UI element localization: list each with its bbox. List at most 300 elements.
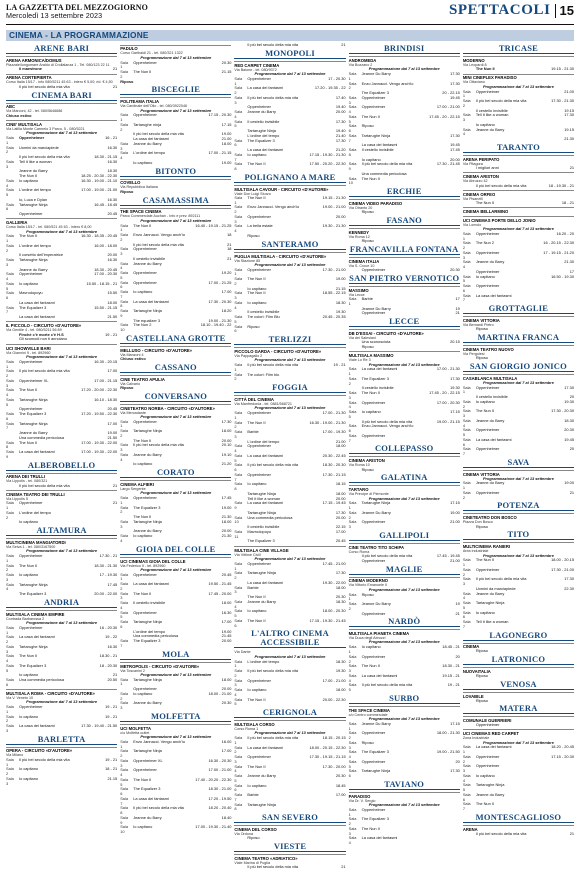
cinema-address: Via Roma 12 [348,234,370,239]
screen-number: Sala 1 [6,756,14,767]
cinema-block [463,542,574,629]
cinema-name: CITTÀ DEL CINEMA [234,395,345,402]
cinema-block [234,650,345,707]
screening-row [6,85,117,90]
screen-number: Sala 2 [234,744,243,755]
film-title: La casa dei fantasmi [247,744,284,750]
city-heading: CINEMA BARI [6,91,117,101]
cinema-block [463,155,574,171]
screen-number: Sala 7 [120,638,128,648]
film-title: Oppenheimer [475,722,500,728]
film-title: Tartarughe Ninja [361,132,391,138]
showtimes: 20 [455,653,460,659]
screen-number: Sala 3 [234,290,243,301]
showtimes: 18.00 [221,600,232,606]
film-title: Tartarughe Ninja [361,768,391,774]
showtimes: 17.45 - 19.45 [436,553,460,559]
programme-period: Programmazione dal 7 al 13 settembre [140,217,212,223]
screen-number: Sala 3 [234,584,243,595]
screen-number [463,699,474,704]
screening-row [6,450,117,460]
cinema-block [463,374,574,457]
film-title: Jeanne du Barry [133,814,162,820]
screen-number: Sala 7 [462,292,471,303]
showtimes: 17.00 - 21.25 [208,279,232,285]
film-title: Jeanne Du Barry [361,509,391,515]
film-title: La casa dei fantasmi [247,579,284,585]
film-title: Io capitano [475,609,495,615]
film-title: The Nun II [247,290,266,296]
showtimes: 18.30 - 21.30 [94,562,118,568]
showtimes: 16.20 - 20 [556,230,575,236]
showtimes: 18.00 [221,428,232,434]
showtimes: 20.30 [564,427,575,433]
film-title: The Equalizer 3 [133,786,161,792]
showtimes: 20.00 - 22.00 [94,591,118,597]
showtimes: 17.30 - 19.15 - 21.15 [309,754,346,759]
screening-row [234,325,345,335]
screen-number [234,539,245,544]
screen-number: Sala 6 [462,609,471,620]
showtimes: 16.45 - 18.45 [94,201,118,207]
screen-number: Sala 6 [6,677,14,687]
city-heading: CORATO [120,468,231,478]
screen-number: Sala 8 [234,161,243,171]
showtimes: 16.40 - 19.15 - 21.25 [195,222,232,228]
screen-number: Sala 3 [462,249,471,260]
film-title: La casa dei fantasmi [19,634,55,640]
screen-number: Sala 1 [234,266,243,277]
cinema-block [6,56,117,72]
film-title: Jeanne Du Barry [361,71,391,76]
screen-number: Sala 4 [462,259,471,270]
film-title: Tell it like a woman [247,495,281,501]
showtimes: 18.30 [335,598,346,604]
screen-number: Sala 4 [348,104,357,114]
film-title: La casa dei fantasmi [361,142,398,148]
showtimes: 19.00 [221,504,232,510]
film-title: Io capitano [475,121,495,127]
showtimes: 20.00 [335,109,346,114]
programme-period: Programmazione dal 7 al 13 settembre [26,228,98,234]
showtimes: 19 - 21 [105,756,118,762]
programme-period: Programmazione dal 7 al 13 settembre [26,130,98,136]
showtimes: 18.00 - 20.30 [322,608,346,614]
screen-number: Sala 4 [120,451,128,462]
showtimes: 18.20 - 20.40 [208,805,232,811]
screen-number: Sala 3 [120,140,128,151]
cinema-address: Via Principe di Piemonte [348,492,389,497]
film-title: Il più bel secolo della mia vita [361,553,413,559]
showtimes: 20.45 [335,538,346,544]
film-title: Io capitano [133,461,153,467]
screen-number: Sala 3 [6,377,14,388]
screen-number: Sala 3 [348,390,357,400]
film-title: Barbie [247,584,259,590]
film-title: Riposo [247,232,260,238]
cinema-address: Via Ordona [234,831,253,836]
cinema-name: UCI SHOWVILLE BARI [6,344,117,351]
film-title: L'ordine del tempo [19,509,51,515]
screening-row [234,698,345,708]
film-title: L'ordine del tempo [247,132,280,138]
screening-row [349,177,460,187]
screen-number [6,315,17,320]
showtimes: 20 - 22.15 [442,90,460,95]
film-title: Oppenheimer [247,471,271,477]
cinema-name: UCI MOLFETTA [120,724,231,731]
screen-number: Sala 6 [234,617,243,628]
film-title: Riposo [475,697,488,703]
film-title: The Nun II [247,419,266,425]
screen-number: Sala 2 [6,368,14,379]
cinema-name: CINETEATRO NORBA - CIRCUITO «D'AUTORE» [120,404,231,411]
screen-number: Sala 1 [120,418,128,429]
screen-number: Sala 3 [234,94,243,105]
screen-number: Sala 1 [6,624,14,635]
cinema-block [349,485,460,530]
programme-period: Programmazione dal 7 al 13 settembre [368,715,440,721]
cinema-address: Via Lippolis 5 [6,496,28,501]
cinema-name: POLITEAMA ITALIA [120,97,231,104]
cinema-block [6,74,117,90]
programme-period: Programmazione dal 7 al 13 settembre [140,54,212,60]
screen-number: Sala 2 [234,276,243,286]
showtimes: 21 [227,255,232,261]
film-title: Tell it like a woman [19,158,52,164]
screen-number: Sala 3 [348,663,357,674]
showtimes: 17.00 - 21.00 [322,677,346,683]
screen-number: Sala 1 [462,557,471,568]
film-title: Il più bel secolo della mia vita [19,83,70,89]
cinema-address: Via Lecce [348,292,365,297]
cinema-name: UCI CINEMAS PORTE DELLO JONIO [463,216,574,223]
film-title: Il maestrone [19,66,42,72]
screen-number: Sala 1 [234,560,243,571]
film-title: The Nun II [19,233,38,239]
page-number: 15 [555,4,574,18]
programme-period: Programmazione dal 7 al 13 settembre [368,361,440,367]
city-heading: SAVA [463,458,574,468]
screen-number: Sala 3 [120,700,128,711]
film-title: Oppenheimer [247,266,271,272]
screen-number: Sala 4 [120,260,128,271]
film-title: Il cestello invisibile [361,147,394,152]
film-title: Oppenheimer [361,730,386,736]
screening-row [349,345,460,350]
showtimes: 17.15 - 19.30 - 21.30 [309,151,346,157]
showtimes: 20.45 [107,211,118,217]
film-title: The Equalizer 3 [19,304,47,310]
film-title: Io capitano [247,299,267,305]
showtimes: 19.40 [335,128,346,133]
film-title: Il più bel secolo della mia vita [475,182,527,188]
cinema-address: Via Repubblica Italiana [120,185,158,190]
screen-number: Sala 2 [234,419,243,430]
film-title: Il cestello invisibile [133,255,166,261]
cinema-name: CINEMA ARISTON [463,172,574,179]
film-title: Jeanne du Barry [475,417,505,423]
screen-number: Sala 5 [348,682,357,693]
showtimes: 21.50 [107,434,118,440]
screen-number: Sala 9 [348,161,357,171]
film-title: Il cestello invisibile [361,385,394,391]
showtimes: 21.00 [450,519,460,525]
showtimes: 19.00 - 21.00 [322,204,346,210]
film-title: Tartarughe Ninja [247,801,276,807]
screen-number [463,674,474,679]
showtimes: 21.00 [450,557,460,563]
showtimes: 20.00 [107,252,118,258]
cinema-address: Via Federico II - tel. 892960 [120,563,166,568]
showtimes: 19.45 [564,436,575,442]
screen-number [349,210,360,215]
film-title: The Nun II [133,590,152,596]
film-title: The Equalizer 3 [19,662,47,668]
cinema-address: Via Dante [234,650,251,655]
film-title: Oppenheimer [361,557,386,563]
film-title: Jeanne du Barry [19,266,48,272]
film-title: The Nun II [133,776,152,782]
cinema-name: ABC [6,103,117,110]
film-title: Tartarughe Ninja [19,643,48,649]
film-title: Tartarughe Ninja [247,570,276,576]
screening-row [120,323,231,333]
screen-number: Sala 1 [348,71,357,81]
film-title: Oppenheimer [133,571,157,577]
screen-number [349,311,360,316]
screen-number: Sala 5 [234,696,243,707]
issue-date: Mercoledì 13 settembre 2023 [6,11,103,21]
showtimes: 18 - 21 [561,200,575,206]
film-title: Riposo [247,323,260,329]
film-title: Riposo [475,523,488,529]
film-title: The Equalizer 3 [247,137,275,143]
showtimes: 18.30 [335,299,346,305]
screen-number: Sala 1 [120,676,128,687]
showtimes: 18.30 - 21.00 [208,786,232,792]
screen-number [234,836,245,841]
cinema-block [234,347,345,382]
cinema-block [234,720,345,812]
film-title: La casa dei fantasmi [475,292,512,298]
showtimes: 17.30 [450,80,460,86]
film-title: Jeanne du Barry [133,700,162,706]
screen-number [6,592,17,597]
cinema-address: Via Pisanelli [462,196,483,201]
showtimes: 17.45 [450,147,460,152]
film-title: The Equalizer 3 [361,749,389,755]
screening-row [120,825,231,835]
showtimes: 17.30 - 20.00 [322,763,346,769]
film-title: Oppenheimer [247,410,271,416]
film-title: Io capitano [133,533,153,539]
cinema-block [120,724,231,835]
showtimes: 15.50 - 18.15 - 21 [86,280,118,286]
showtimes: 17 - 19.30 [99,572,118,578]
programme-period: Programmazione dal 7 al 13 settembre [482,83,554,89]
screen-number: Sala 2 [120,748,128,759]
showtimes: 17.00 - 19.30 [322,429,346,435]
screen-number: Sala 7 [348,432,357,443]
screening-row [120,70,231,80]
screen-number: Sala 2 [462,240,471,251]
screen-number: Sala 6 [462,791,471,802]
cinema-block [120,480,231,544]
film-title: La casa dei fantasmi [247,85,284,91]
film-title: Tre colori: Film blu [247,371,280,377]
cinema-address: Via Bozzano 2 [348,62,373,67]
cinema-block [463,825,574,837]
cinema-address: Via Lippolis - tel. 080/321 [6,479,48,484]
section-banner: CINEMA - LA PROGRAMMAZIONE [6,30,574,41]
programme-period: Programmazione dal 7 al 13 settembre [140,734,212,740]
showtimes: 21.00 [221,136,232,142]
film-title: Oppenheimer [19,271,43,277]
screen-number: Sala 4 [6,177,14,188]
film-title: The Nun II [19,653,38,659]
screen-number: Sala 1 [234,362,243,372]
masthead-rule [6,24,574,25]
cinema-name: CINEMA MODERNO [349,577,460,584]
showtimes: 15.50 - 21.15 [94,304,118,310]
screen-number: Sala 2 [234,204,243,215]
cinema-name: MULTISALA CORSO [234,720,345,727]
film-title: La casa dei fantasmi [19,449,55,455]
screen-number: Sala 3 [234,677,243,688]
showtimes: 18 - 20.30 [99,662,118,668]
cinema-name: UCI CINEMAS RED CARPET [463,729,574,736]
screen-number: Sala 2 [6,713,14,724]
cinema-block [6,218,117,320]
showtimes: 17.00 - 21.15 [208,150,232,156]
cinema-address: Via Pitagora [462,161,483,166]
screen-number: Sala 3 [120,757,128,768]
screen-number: Sala 9 [234,500,243,511]
film-title: Jeanne du Barry [133,140,162,146]
listing-column [120,43,231,835]
screening-row [463,201,574,206]
showtimes: 21.40 [335,132,346,138]
showtimes: 20 [569,394,575,400]
showtimes: 17.30 - 21.00 [322,266,346,272]
film-title: Io capitano [247,687,267,692]
film-title: Io capitano [475,398,495,404]
city-heading: GIOIA DEL COLLE [120,545,231,555]
film-title: Oppenheimer [247,754,271,759]
city-heading: BRINDISI [349,44,460,54]
film-title: Tartarughe Ninja [19,257,48,263]
film-title: Tell it like a woman [475,112,509,118]
film-title: Oppenheimer [133,686,157,692]
city-heading: LATRONICO [463,655,574,665]
showtimes: 19.00 [107,430,118,436]
screen-number: Sala 1 [348,366,357,377]
cinema-name: CINEMA TEATRO DEI TRULLI [6,490,117,497]
programme-period: Programmazione dal 7 al 13 settembre [368,495,440,501]
film-title: Oppenheimer [361,267,386,273]
showtimes: 21 [341,42,346,47]
screen-number: Sala 8 [234,801,243,812]
city-heading: VENOSA [463,680,574,690]
showtimes: 19.00 [335,276,346,282]
city-heading: FASANO [349,216,460,226]
cinema-block [234,252,345,335]
cinema-block [463,667,574,679]
cinema-block [349,792,460,846]
cinema-block [349,228,460,244]
cinema-address: Via Pappagallo 2 [234,354,263,358]
showtimes: 21.30 [564,259,575,265]
screen-number: Sala 1 [234,735,243,745]
showtimes: 21 [569,489,575,495]
city-heading: SURBO [349,694,460,704]
cinema-name: GALLERIA [6,218,117,225]
screen-number: Sala 4 [348,399,357,410]
film-title: La casa dei fantasmi [475,436,512,442]
cinema-name: CINE' MULTISALA [6,120,117,127]
showtimes: 17.30 [335,118,346,124]
showtimes: 21.20 [221,461,232,467]
showtimes: 17 - 19.15 - 21.20 [543,249,575,255]
screening-row [463,447,574,457]
film-title: Oppenheimer [361,310,386,316]
city-heading: FOGGIA [234,383,345,393]
film-title: Il cestello invisibile [247,524,280,530]
screen-number: Sala 5 [234,118,243,129]
cinema-block [6,321,117,342]
screening-row [120,534,231,544]
showtimes: 16.30 [107,643,118,649]
film-title: The Nun II [247,276,266,282]
screen-number [234,865,245,870]
cinema-name: MULTICINEMA MANGIATORDI [6,538,117,545]
film-title: Oppenheimer [133,59,157,65]
cinema-name: ARENA CORTEPIERTA [6,74,117,81]
film-title: The Nun II [133,222,152,228]
showtimes: 18.30 [107,168,118,174]
film-title: Jeanne du Barry [475,590,505,596]
programme-period: Programmazione dal 7 al 13 settembre [482,226,554,232]
film-title: The Nun II [247,696,266,702]
showtimes: 19.15 [564,107,575,113]
film-title: The Nun II [475,408,494,414]
screen-number: Sala 1 [6,358,14,369]
screen-number: Sala 1 [6,135,14,145]
screen-number: Sala 7 [348,132,357,143]
screen-number [349,612,360,617]
programme-period: Programmazione dal 7 al 13 settembre [482,739,554,745]
screen-number: Sala 3 [120,518,128,529]
screen-number: Sala 6 [462,436,471,447]
showtimes: 19 - 21 [105,331,118,337]
screen-number [463,525,474,530]
cinema-name: TARTARO [349,485,460,492]
screen-number: Sala 2 [348,730,357,741]
programme-period: Programmazione dal 7 al 13 settembre [254,261,326,267]
screening-row [6,337,117,342]
showtimes: 19.00 - 21.30 [208,317,232,323]
film-title: Mavrodopoyu [247,528,271,534]
showtimes: 20.00 [221,638,232,644]
showtimes: 17.30 - 19.40 - 21.50 [81,723,118,729]
programme-period: Programmazione dal 7 al 13 settembre [482,552,554,558]
screen-number: Sala 4 [348,749,357,760]
showtimes: 19.40 [335,104,346,110]
film-title: Oppenheimer [475,446,500,452]
cinema-block [463,729,574,812]
screen-number: Sala 2 [120,504,128,515]
